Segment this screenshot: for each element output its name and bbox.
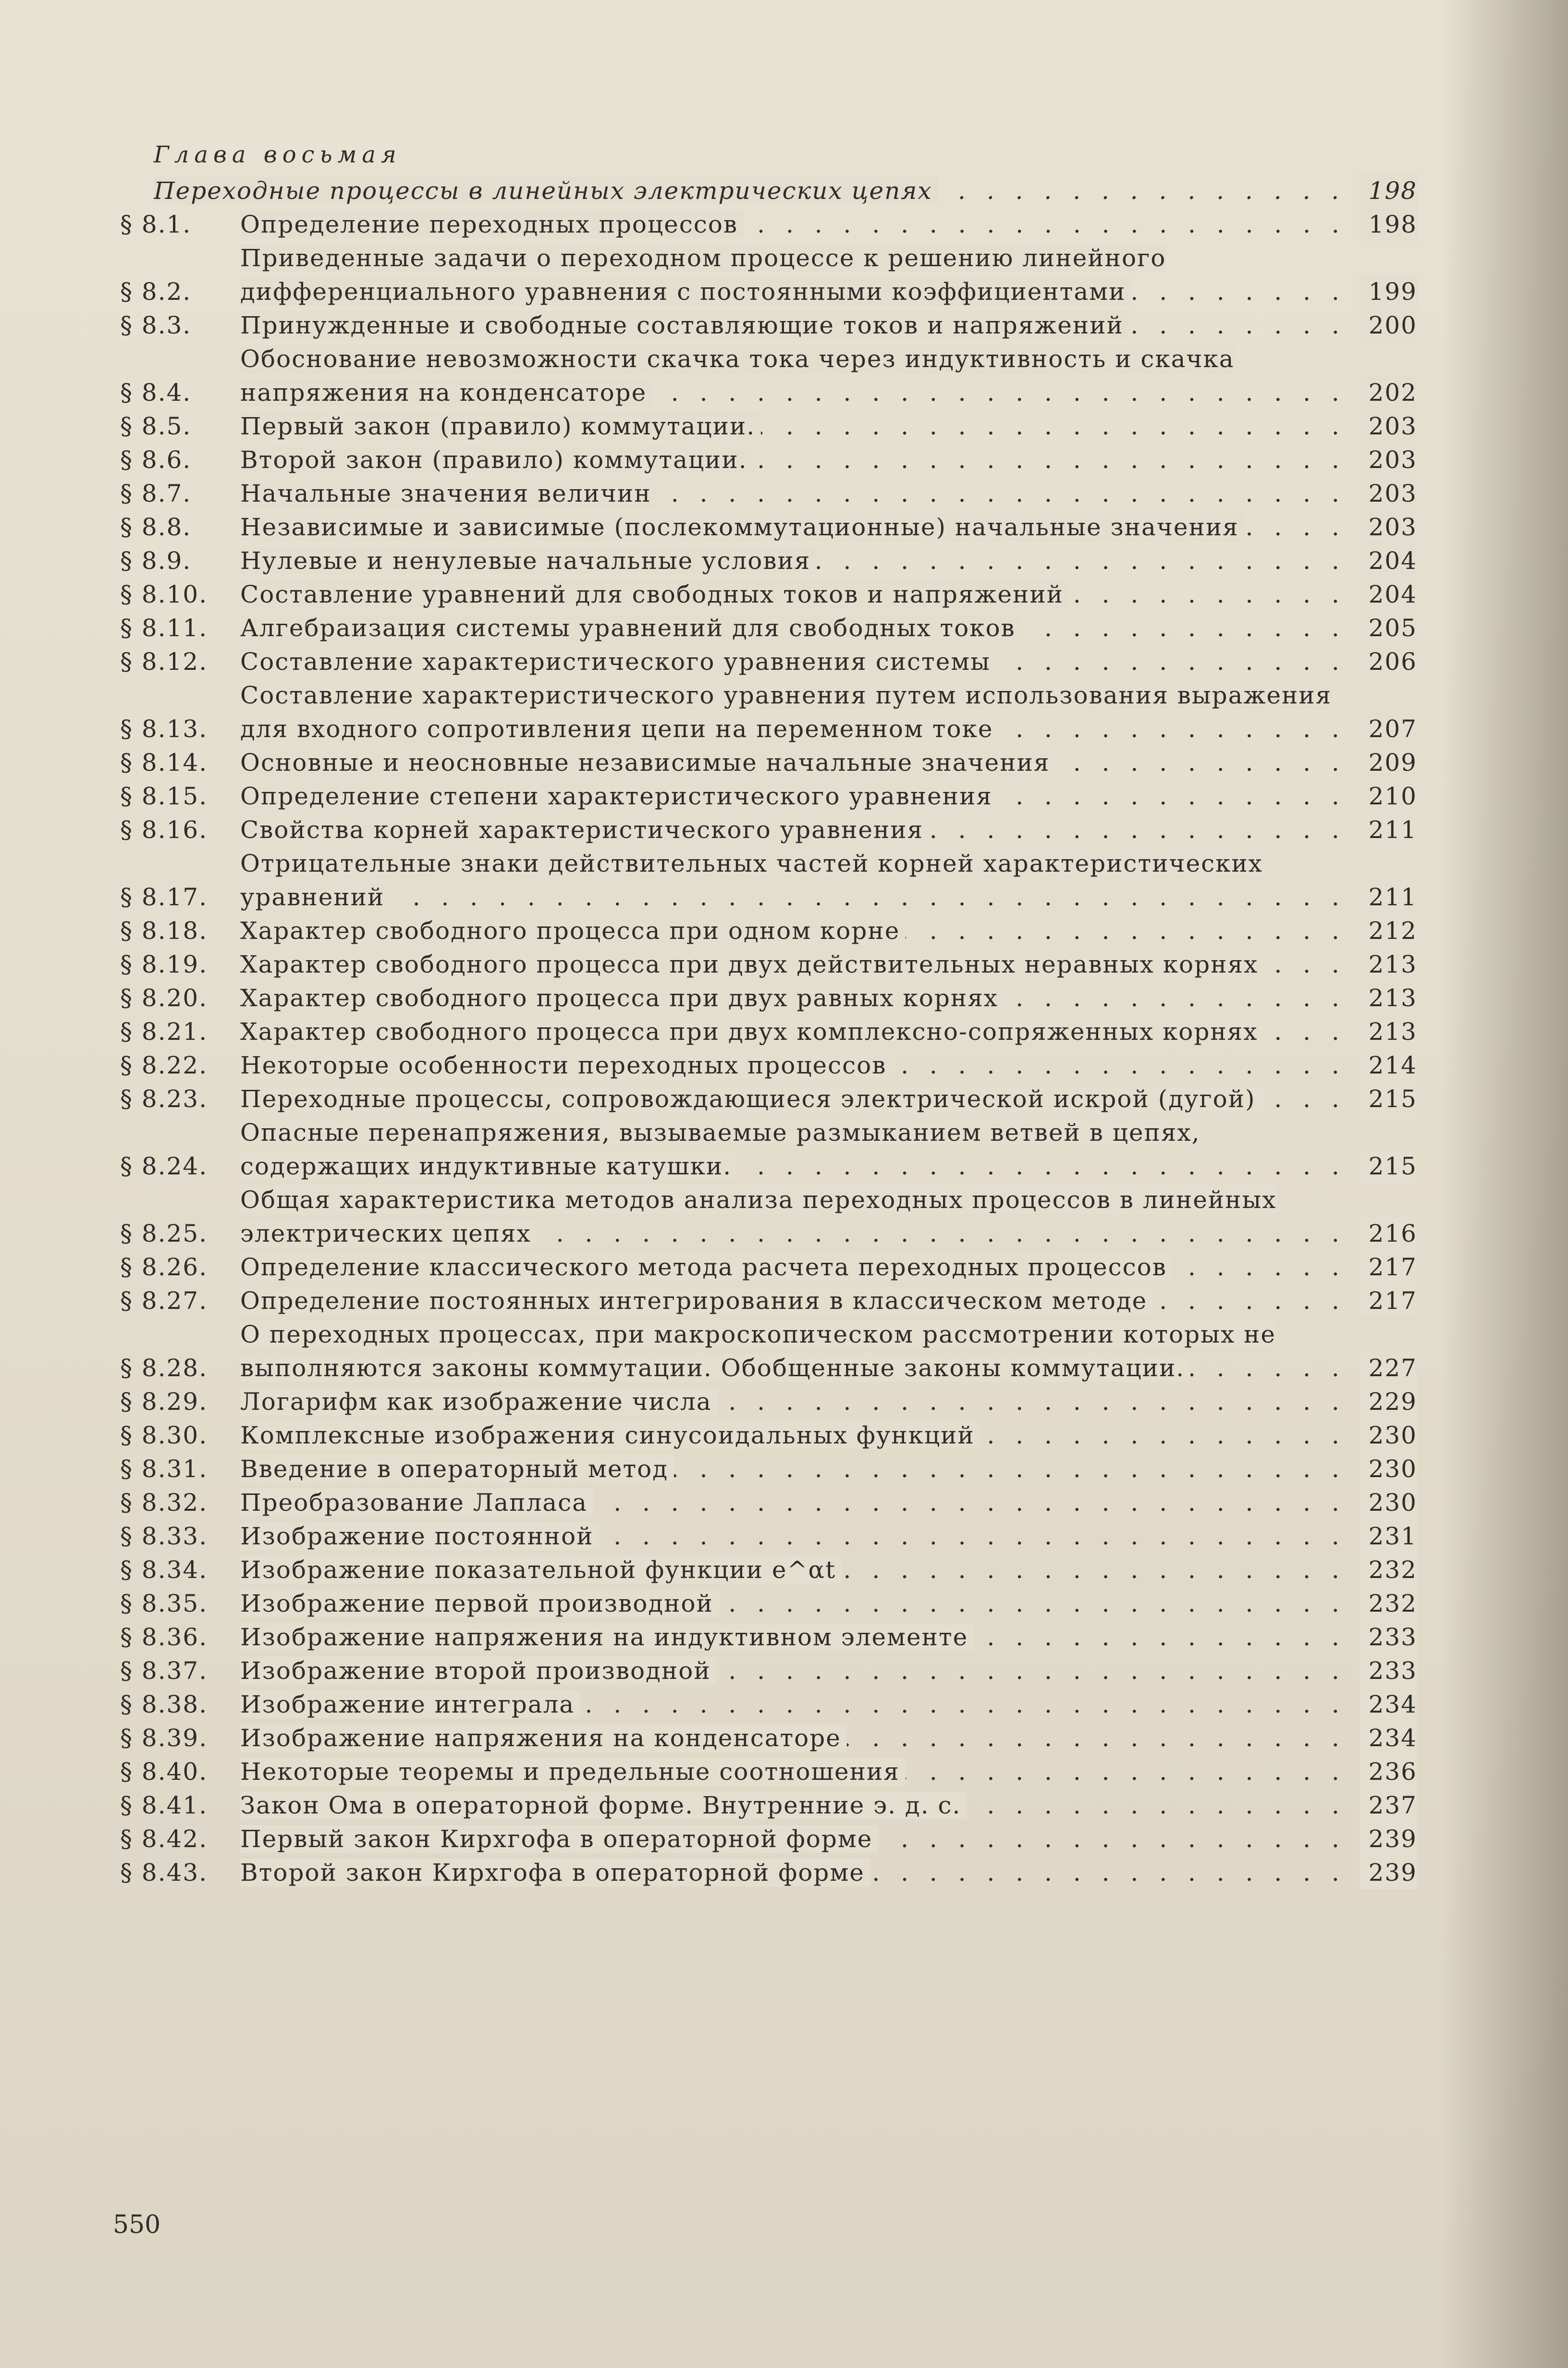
toc-entry-title-wrap (240, 241, 1360, 308)
toc-entry-page: 205 (1360, 611, 1417, 645)
toc-entry-title: Определение переходных процессов (240, 210, 744, 238)
toc-entry (120, 1015, 1417, 1048)
toc-entry-page: 213 (1360, 948, 1417, 981)
toc-entry-number: § 8.38. (120, 1690, 208, 1718)
toc-entry-number: § 8.36. (120, 1623, 208, 1651)
toc-entry-page: 217 (1360, 1284, 1417, 1318)
toc-entry-title: Определение классического метода расчета переходных процессов (240, 1253, 1173, 1281)
toc-entry-title-wrap (240, 409, 1360, 443)
toc-entry-page: 214 (1360, 1048, 1417, 1082)
toc-entry-title-wrap (240, 1116, 1360, 1183)
toc-entry-title-wrap (240, 813, 1360, 847)
toc-entry-title: Определение степени характеристического уравнения (240, 782, 998, 810)
toc-entry-title-wrap (240, 1015, 1360, 1048)
toc-entry (120, 1654, 1417, 1688)
toc-entry-page: 215 (1360, 1082, 1417, 1116)
toc-entry-page: 200 (1360, 308, 1417, 342)
toc-entry (120, 1116, 1417, 1183)
toc-entry-title: Первый закон (правило) коммутации. (240, 412, 761, 440)
toc-entry-title-wrap (240, 981, 1360, 1015)
toc-entry-title: Независимые и зависимые (послекоммутационные) начальные значения (240, 513, 1245, 541)
toc-entry-number: § 8.5. (120, 412, 192, 440)
toc-entry (120, 779, 1417, 813)
toc-entry-title: Второй закон (правило) коммутации. (240, 446, 753, 474)
toc-entry-title-wrap (240, 1788, 1360, 1822)
toc-entry-title: Характер свободного процесса при двух равных корнях (240, 984, 1004, 1012)
toc-entry-title-wrap (240, 1654, 1360, 1688)
toc-entry-title-wrap (240, 1082, 1360, 1116)
toc-entry-title: Преобразование Лапласа (240, 1489, 593, 1517)
toc-entry-title-wrap (240, 1620, 1360, 1654)
toc-entry-title: Некоторые теоремы и предельные соотношения (240, 1758, 906, 1786)
toc-entry-title: Составление уравнений для свободных токов и напряжений (240, 580, 1069, 608)
toc-entry-number: § 8.17. (120, 883, 208, 911)
toc-entry-title: Приведенные задачи о переходном процессе к решению линейного дифференциального уравнения с постоянными коэффициентами (240, 244, 1166, 306)
toc-entry-number: § 8.43. (120, 1859, 208, 1887)
toc-entry-page: 206 (1360, 645, 1417, 678)
toc-entry-page: 212 (1360, 914, 1417, 948)
toc-entry-title-wrap (240, 645, 1360, 678)
toc-entry-page: 198 (1360, 174, 1417, 208)
toc-entry-page: 232 (1360, 1587, 1417, 1620)
toc-entry-number: § 8.14. (120, 749, 208, 777)
toc-entry-title: О переходных процессах, при макроскопическом рассмотрении которых не выполняются законы коммутации. Обобщенные законы коммутации. (240, 1320, 1276, 1382)
toc-entry-title-wrap (240, 1418, 1360, 1452)
toc-entry-title: Составление характеристического уравнения путем использования выражения для входного сопротивления цепи на переменном токе (240, 681, 1332, 743)
toc-entry-number: § 8.16. (120, 816, 208, 844)
toc-entry-number: § 8.3. (120, 311, 192, 339)
toc-entry-title: Составление характеристического уравнения системы (240, 648, 996, 676)
toc-entry (120, 1587, 1417, 1620)
toc-entry-number: § 8.41. (120, 1791, 208, 1819)
toc-entry-title: Изображение первой производной (240, 1590, 719, 1617)
toc-entry-title: Комплексные изображения синусоидальных функций (240, 1421, 980, 1449)
toc-entry-number: § 8.26. (120, 1253, 208, 1281)
toc-entry-title: Некоторые особенности переходных процессов (240, 1051, 892, 1079)
toc-entry-number: § 8.15. (120, 782, 208, 810)
toc-entry-number: § 8.18. (120, 917, 208, 945)
toc-entry-number: § 8.28. (120, 1354, 208, 1382)
toc-entry-page: 232 (1360, 1553, 1417, 1587)
toc-entry-number: § 8.10. (120, 580, 208, 608)
toc-entry (120, 1082, 1417, 1116)
toc-entry-number: § 8.42. (120, 1825, 208, 1853)
toc-entry-title: Переходные процессы в линейных электрических цепях (154, 177, 938, 205)
toc-entry (120, 1486, 1417, 1519)
toc-entry-title: Определение постоянных интегрирования в классическом методе (240, 1287, 1153, 1315)
toc-entry (120, 914, 1417, 948)
toc-entry-number: § 8.29. (120, 1388, 208, 1416)
toc-entry-page: 202 (1360, 376, 1417, 409)
toc-entry-title-wrap (240, 578, 1360, 611)
toc-entry-number: § 8.6. (120, 446, 192, 474)
toc-entry-number: § 8.23. (120, 1085, 208, 1113)
toc-entry (120, 645, 1417, 678)
toc-entry-title-wrap (240, 1519, 1360, 1553)
toc-entry-title: Обоснование невозможности скачка тока через индуктивность и скачка напряжения на конденсаторе (240, 345, 1235, 407)
toc-entry-title: Основные и неосновные независимые начальные значения (240, 749, 1055, 777)
toc-entry-title: Свойства корней характеристического уравнения (240, 816, 929, 844)
toc-entry-page: 231 (1360, 1519, 1417, 1553)
toc-entry-title: Закон Ома в операторной форме. Внутренние э. д. с. (240, 1791, 967, 1819)
toc-entry-title: Характер свободного процесса при двух действительных неравных корнях (240, 950, 1264, 978)
toc-entry-title-wrap (240, 544, 1360, 578)
toc-entry (120, 1385, 1417, 1418)
toc-entry (120, 813, 1417, 847)
toc-entry-title: Отрицательные знаки действительных частей корней характеристических уравнений (240, 850, 1263, 911)
toc-entry-title-wrap (240, 308, 1360, 342)
toc-entry-title-wrap (240, 1822, 1360, 1856)
toc-entry-title: Алгебраизация системы уравнений для свободных токов (240, 614, 1021, 642)
toc-entry (120, 1183, 1417, 1250)
toc-entry (120, 1822, 1417, 1856)
toc-entry (120, 1318, 1417, 1385)
toc-entry-title-wrap (240, 510, 1360, 544)
toc-entry-page: 217 (1360, 1250, 1417, 1284)
toc-entry-page: 230 (1360, 1418, 1417, 1452)
toc-entry-page: 229 (1360, 1385, 1417, 1418)
toc-entry (120, 477, 1417, 510)
toc-entry-number: § 8.30. (120, 1421, 208, 1449)
toc-entry-page: 203 (1360, 409, 1417, 443)
toc-entry-title: Изображение интеграла (240, 1690, 580, 1718)
toc-entry-number: § 8.12. (120, 648, 208, 676)
toc-entry-title-wrap (240, 1553, 1360, 1587)
toc-entry-number: § 8.19. (120, 950, 208, 978)
toc-entry-page: 211 (1360, 813, 1417, 847)
toc-entry-number: § 8.34. (120, 1556, 208, 1584)
toc-entry-number: § 8.1. (120, 210, 192, 238)
toc-entry (120, 1284, 1417, 1318)
toc-entry-title-wrap (240, 914, 1360, 948)
toc-entry-title-wrap (240, 208, 1360, 241)
toc-entry-title: Изображение напряжения на индуктивном элементе (240, 1623, 974, 1651)
toc-entry-title-wrap (240, 678, 1360, 746)
toc-entry-number: § 8.24. (120, 1152, 208, 1180)
toc-entries (120, 174, 1417, 1889)
toc-entry-title-wrap (240, 1284, 1360, 1318)
toc-entry-title-wrap (240, 1721, 1360, 1755)
toc-entry-page: 204 (1360, 544, 1417, 578)
toc-entry-number: § 8.21. (120, 1018, 208, 1046)
toc-entry-page: 207 (1360, 712, 1417, 746)
toc-entry (120, 1788, 1417, 1822)
toc-entry-page: 203 (1360, 510, 1417, 544)
toc-entry (120, 241, 1417, 308)
toc-chapter-entry (120, 174, 1417, 208)
toc-entry-page: 236 (1360, 1755, 1417, 1788)
toc-entry-number: § 8.25. (120, 1220, 208, 1247)
toc-entry (120, 578, 1417, 611)
toc-entry-title: Общая характеристика методов анализа переходных процессов в линейных электрических цепях (240, 1186, 1277, 1247)
toc-entry-title: Логарифм как изображение числа (240, 1388, 718, 1416)
toc-entry-number: § 8.32. (120, 1489, 208, 1517)
toc-entry-title: Характер свободного процесса при двух комплексно-сопряженных корнях (240, 1018, 1263, 1046)
toc-entry-title: Переходные процессы, сопровождающиеся электрической искрой (дугой) (240, 1085, 1262, 1113)
toc-entry-title-wrap (240, 342, 1360, 409)
toc-entry-page: 215 (1360, 1149, 1417, 1183)
toc-entry-title-wrap (240, 477, 1360, 510)
toc-entry-number: § 8.37. (120, 1657, 208, 1685)
page-edge-shadow (1441, 0, 1568, 2368)
toc-entry-page: 198 (1360, 208, 1417, 241)
table-of-contents (120, 139, 1417, 1889)
toc-entry-page: 213 (1360, 981, 1417, 1015)
toc-entry (120, 847, 1417, 914)
toc-entry (120, 409, 1417, 443)
toc-entry-number: § 8.13. (120, 715, 208, 743)
toc-entry-page: 213 (1360, 1015, 1417, 1048)
chapter-label: Глава восьмая (154, 141, 402, 168)
toc-entry-number: § 8.8. (120, 513, 192, 541)
toc-entry-title-wrap (240, 1183, 1360, 1250)
toc-entry (120, 746, 1417, 779)
toc-entry-title: Первый закон Кирхгофа в операторной форме (240, 1825, 878, 1853)
toc-entry (120, 342, 1417, 409)
toc-entry-page: 209 (1360, 746, 1417, 779)
toc-entry (120, 1418, 1417, 1452)
toc-entry-page: 230 (1360, 1452, 1417, 1486)
toc-entry-number: § 8.20. (120, 984, 208, 1012)
toc-entry-page: 204 (1360, 578, 1417, 611)
toc-entry-number: § 8.2. (120, 278, 192, 306)
toc-entry-title-wrap (240, 1688, 1360, 1721)
toc-entry-number: § 8.11. (120, 614, 208, 642)
toc-entry (120, 1553, 1417, 1587)
toc-entry (120, 510, 1417, 544)
toc-entry-title: Начальные значения величин (240, 480, 657, 507)
toc-entry-page: 239 (1360, 1856, 1417, 1889)
toc-entry-title-wrap (240, 1250, 1360, 1284)
toc-entry-title: Второй закон Кирхгофа в операторной форме (240, 1859, 870, 1887)
toc-entry-title: Изображение показательной функции e^αt (240, 1556, 842, 1584)
toc-entry-title-wrap (240, 1385, 1360, 1418)
toc-entry (120, 1452, 1417, 1486)
toc-entry (120, 981, 1417, 1015)
toc-entry-title-wrap (240, 746, 1360, 779)
toc-entry-number: § 8.33. (120, 1522, 208, 1550)
toc-entry-number: § 8.40. (120, 1758, 208, 1786)
toc-entry (120, 544, 1417, 578)
toc-entry-page: 237 (1360, 1788, 1417, 1822)
toc-entry (120, 1048, 1417, 1082)
toc-entry-title-wrap (240, 1486, 1360, 1519)
toc-entry (120, 1519, 1417, 1553)
toc-entry-page: 216 (1360, 1217, 1417, 1250)
toc-entry-title-wrap (240, 611, 1360, 645)
toc-entry (120, 948, 1417, 981)
toc-entry (120, 1721, 1417, 1755)
toc-entry-title: Введение в операторный метод (240, 1455, 674, 1483)
toc-entry-number: § 8.31. (120, 1455, 208, 1483)
toc-entry (120, 678, 1417, 746)
toc-entry-title: Изображение второй производной (240, 1657, 717, 1685)
toc-entry-title: Характер свободного процесса при одном корне (240, 917, 906, 945)
toc-entry-page: 210 (1360, 779, 1417, 813)
toc-entry-title-wrap (240, 1318, 1360, 1385)
toc-entry-page: 239 (1360, 1822, 1417, 1856)
toc-entry-title: Изображение постоянной (240, 1522, 599, 1550)
toc-entry (120, 1250, 1417, 1284)
toc-entry-number: § 8.35. (120, 1590, 208, 1617)
toc-entry-page: 230 (1360, 1486, 1417, 1519)
toc-entry-page: 234 (1360, 1721, 1417, 1755)
toc-entry-number: § 8.4. (120, 379, 192, 407)
toc-entry-page: 211 (1360, 880, 1417, 914)
toc-entry-title: Опасные перенапряжения, вызываемые размыканием ветвей в цепях, содержащих индуктивные катушки. (240, 1119, 1200, 1180)
toc-entry-number: § 8.27. (120, 1287, 208, 1315)
toc-entry-title: Изображение напряжения на конденсаторе (240, 1724, 847, 1752)
toc-entry-title-wrap (240, 1856, 1360, 1889)
toc-entry (120, 1688, 1417, 1721)
toc-entry (120, 1620, 1417, 1654)
toc-entry-title-wrap (240, 847, 1360, 914)
toc-entry-title: Принужденные и свободные составляющие токов и напряжений (240, 311, 1129, 339)
toc-entry-number: § 8.22. (120, 1051, 208, 1079)
toc-entry-number: § 8.7. (120, 480, 192, 507)
toc-entry-page: 233 (1360, 1620, 1417, 1654)
toc-entry-title-wrap (240, 1048, 1360, 1082)
toc-entry (120, 443, 1417, 477)
toc-entry-title-wrap (240, 948, 1360, 981)
toc-entry-page: 227 (1360, 1351, 1417, 1385)
toc-entry-page: 234 (1360, 1688, 1417, 1721)
toc-entry-title-wrap (240, 443, 1360, 477)
toc-entry-title-wrap (240, 1755, 1360, 1788)
toc-entry-page: 233 (1360, 1654, 1417, 1688)
toc-entry (120, 1856, 1417, 1889)
toc-entry-title-wrap (240, 779, 1360, 813)
toc-entry (120, 208, 1417, 241)
toc-entry-title-wrap (154, 174, 1360, 208)
toc-entry (120, 611, 1417, 645)
toc-entry (120, 1755, 1417, 1788)
toc-entry-number: § 8.9. (120, 547, 192, 575)
toc-entry (120, 308, 1417, 342)
toc-entry-title-wrap (240, 1587, 1360, 1620)
toc-entry-page: 199 (1360, 275, 1417, 308)
toc-entry-title: Нулевые и ненулевые начальные условия (240, 547, 816, 575)
toc-entry-number: § 8.39. (120, 1724, 208, 1752)
toc-entry-page: 203 (1360, 477, 1417, 510)
page-number: 550 (113, 2210, 161, 2239)
toc-entry-page: 203 (1360, 443, 1417, 477)
toc-entry-title-wrap (240, 1452, 1360, 1486)
